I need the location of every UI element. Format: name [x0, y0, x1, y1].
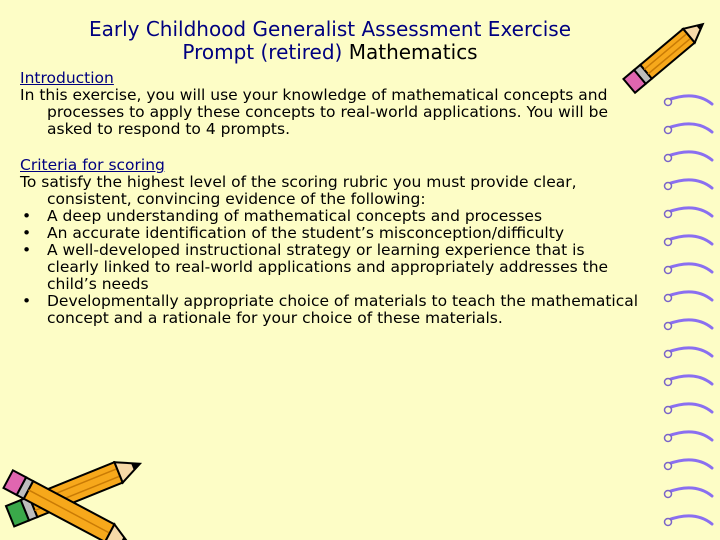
title-line-2	[20, 41, 640, 64]
criteria-item-text: An accurate identification of the student’s misconception/difficulty	[47, 224, 564, 242]
criteria-item-text: Developmentally appropriate choice of materials to teach the mathematical concept and a rationale for your choice of these materials.	[47, 292, 639, 327]
pencil-icon	[612, 0, 720, 110]
introduction-heading: Introduction	[20, 69, 114, 87]
slide-body	[20, 70, 640, 327]
spiral-binding-icon	[650, 90, 720, 530]
criteria-heading: Criteria for scoring	[20, 156, 165, 174]
bullet-icon: •	[22, 224, 32, 242]
crossed-pencils-icon	[0, 430, 160, 540]
title-prefix: Prompt (retired)	[182, 40, 343, 64]
title-line-1: Early Childhood Generalist Assessment Exercise	[88, 17, 572, 41]
criteria-item	[20, 242, 640, 293]
criteria-item-text: A well-developed instructional strategy or learning experience that is clearly linked to real-world applications and appropriately addresses the child’s needs	[47, 241, 609, 293]
criteria-item	[20, 225, 640, 242]
bullet-icon: •	[22, 207, 32, 225]
slide-title	[20, 18, 640, 64]
section-spacer	[20, 138, 640, 157]
criteria-item	[20, 208, 640, 225]
bullet-icon: •	[22, 241, 32, 259]
criteria-text: To satisfy the highest level of the scoring rubric you must provide clear, consistent, convincing evidence of the following:	[20, 173, 577, 208]
title-subject: Mathematics	[348, 40, 478, 64]
criteria-item	[20, 293, 640, 327]
criteria-list	[20, 208, 640, 327]
bullet-icon: •	[22, 292, 32, 310]
introduction-text: In this exercise, you will use your knowledge of mathematical concepts and processes to apply these concepts to real-world applications. You will be asked to respond to 4 prompts.	[20, 86, 608, 138]
criteria-item-text: A deep understanding of mathematical concepts and processes	[47, 207, 543, 225]
